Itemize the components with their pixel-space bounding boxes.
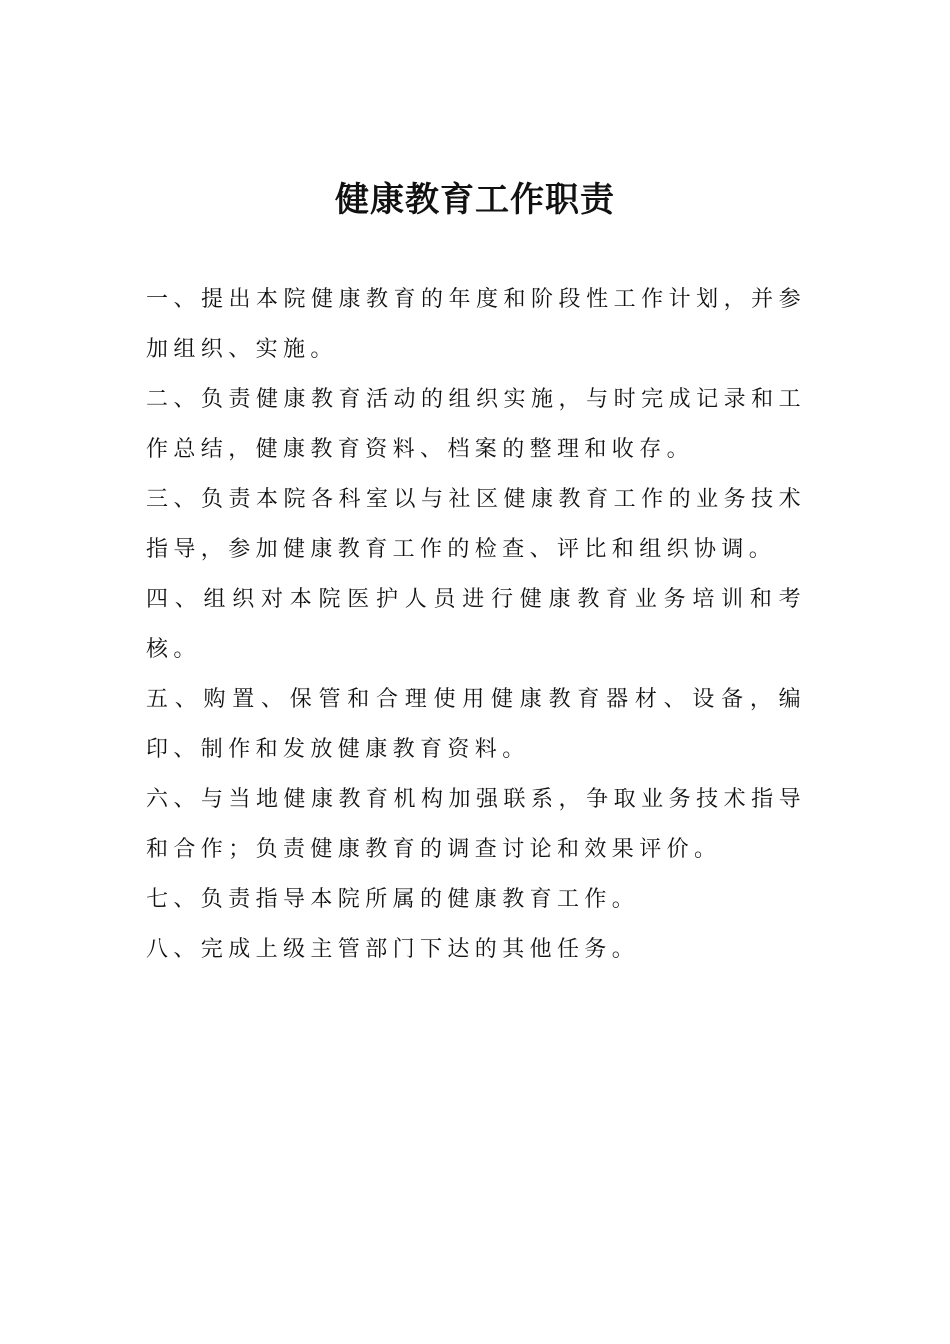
document-title: 健康教育工作职责 bbox=[335, 180, 615, 220]
duty-item-6: 六、与当地健康教育机构加强联系，争取业务技术指导和合作；负责健康教育的调查讨论和效果评价。 bbox=[146, 787, 806, 862]
duty-item-5: 五、购置、保管和合理使用健康教育器材、设备，编印、制作和发放健康教育资料。 bbox=[146, 687, 806, 762]
duty-list bbox=[146, 275, 806, 975]
duty-item-1: 一、提出本院健康教育的年度和阶段性工作计划，并参加组织、实施。 bbox=[146, 287, 806, 362]
duty-item-8: 八、完成上级主管部门下达的其他任务。 bbox=[146, 937, 640, 962]
duty-item-4: 四、组织对本院医护人员进行健康教育业务培训和考核。 bbox=[146, 587, 806, 662]
duty-item-7: 七、负责指导本院所属的健康教育工作。 bbox=[146, 887, 640, 912]
duty-item-2: 二、负责健康教育活动的组织实施，与时完成记录和工作总结，健康教育资料、档案的整理和收存。 bbox=[146, 387, 806, 462]
duty-item-3: 三、负责本院各科室以与社区健康教育工作的业务技术指导，参加健康教育工作的检查、评比和组织协调。 bbox=[146, 487, 806, 562]
